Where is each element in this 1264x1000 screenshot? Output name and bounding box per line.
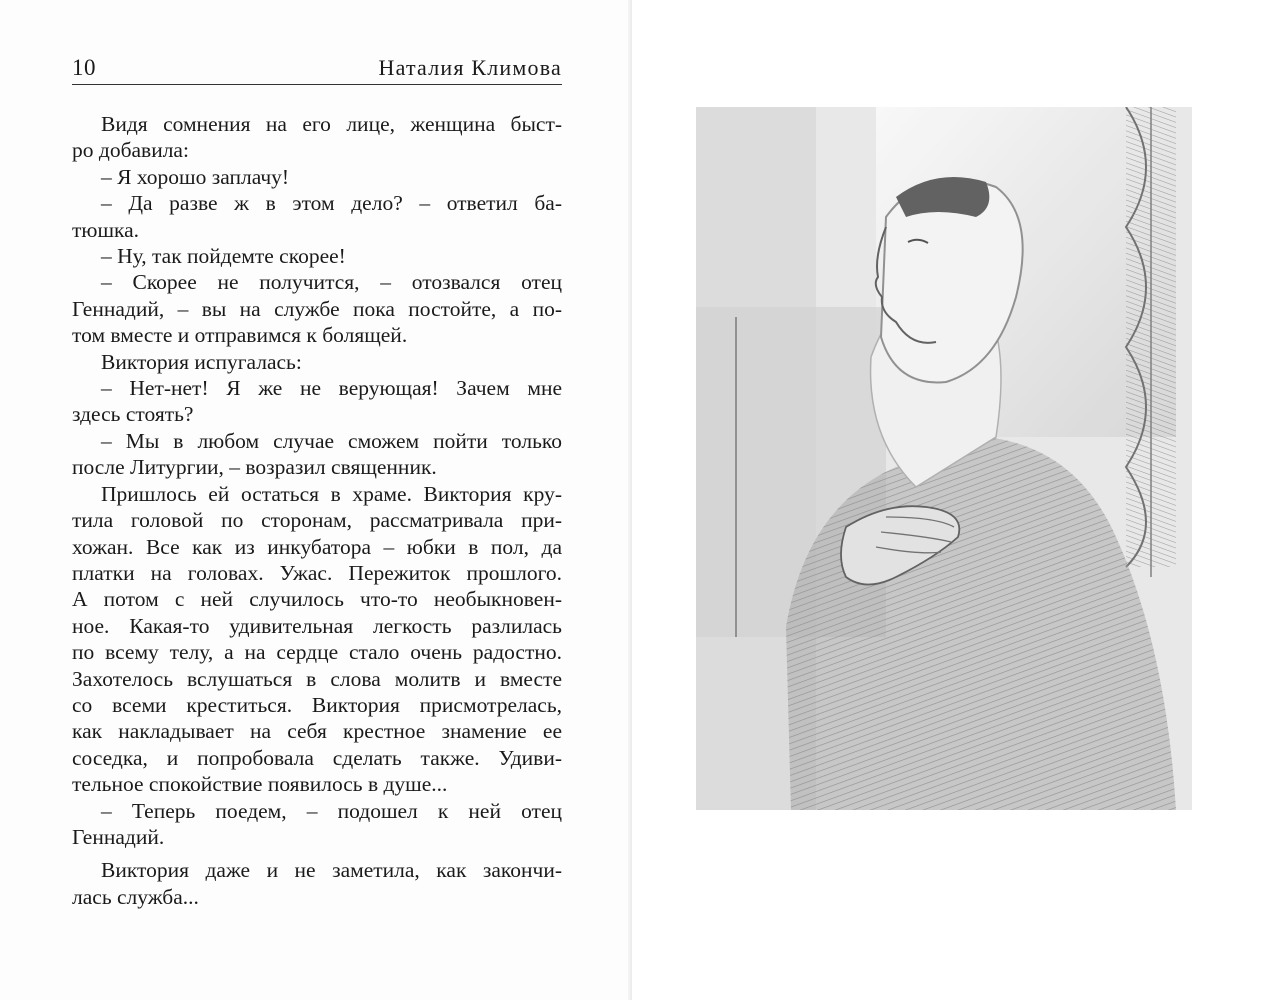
text-line: Геннадий, – вы на службе пока постойте, а по- <box>72 296 562 321</box>
text-line: тельное спокойствие появилось в душе... <box>72 772 448 797</box>
text-line: тила головой по сторонам, рассматривала при- <box>72 508 562 533</box>
text-line: – Я хорошо заплачу! <box>101 164 290 189</box>
text-line: ро добавила: <box>72 138 189 163</box>
text-line: здесь стоять? <box>72 402 194 427</box>
text-line: как накладывает на себя крестное знамение ее <box>72 719 562 744</box>
text-line: – Ну, так пойдемте скорее! <box>101 244 346 269</box>
text-line: лась служба... <box>72 884 199 909</box>
text-line: после Литургии, – возразил священник. <box>72 455 437 480</box>
body-text <box>72 111 562 910</box>
text-line: том вместе и отправимся к болящей. <box>72 323 408 348</box>
text-line: Виктория испугалась: <box>101 349 302 374</box>
running-head <box>72 52 562 85</box>
text-line: ное. Какая-то удивительная легкость разлилась <box>72 613 562 638</box>
text-line: – Скорее не получится, – отозвался отец <box>101 270 562 295</box>
text-line: тюшка. <box>72 217 140 242</box>
text-line: – Мы в любом случае сможем пойти только <box>101 428 562 453</box>
text-line: по всему телу, а на сердце стало очень радостно. <box>72 640 562 665</box>
text-line: соседка, и попробовала сделать также. Удиви- <box>72 745 562 770</box>
text-line: со всеми креститься. Виктория присмотрелась, <box>72 692 562 717</box>
text-line: А потом с ней случилось что-то необыкновен- <box>72 587 562 612</box>
text-line: платки на головах. Ужас. Пережиток прошлого. <box>72 560 562 585</box>
text-line: Пришлось ей остаться в храме. Виктория кру- <box>101 481 562 506</box>
text-line: – Да разве ж в этом дело? – ответил ба- <box>101 191 562 216</box>
text-line: – Теперь поедем, – подошел к ней отец <box>101 798 562 823</box>
text-line: Видя сомнения на его лице, женщина быст- <box>101 112 562 136</box>
page-number: 10 <box>72 55 96 80</box>
illustration-drawing <box>696 107 1192 810</box>
text-line: – Нет-нет! Я же не верующая! Зачем мне <box>101 376 562 401</box>
illustration-praying-woman <box>696 107 1192 810</box>
text-line: хожан. Все как из инкубатора – юбки в пол, да <box>72 534 562 559</box>
author-name: Наталия Климова <box>378 55 562 80</box>
text-line: Геннадий. <box>72 824 165 849</box>
text-line: Виктория даже и не заметила, как закончи- <box>101 858 562 883</box>
text-line: Захотелось вслушаться в слова молитв и вместе <box>72 666 562 691</box>
